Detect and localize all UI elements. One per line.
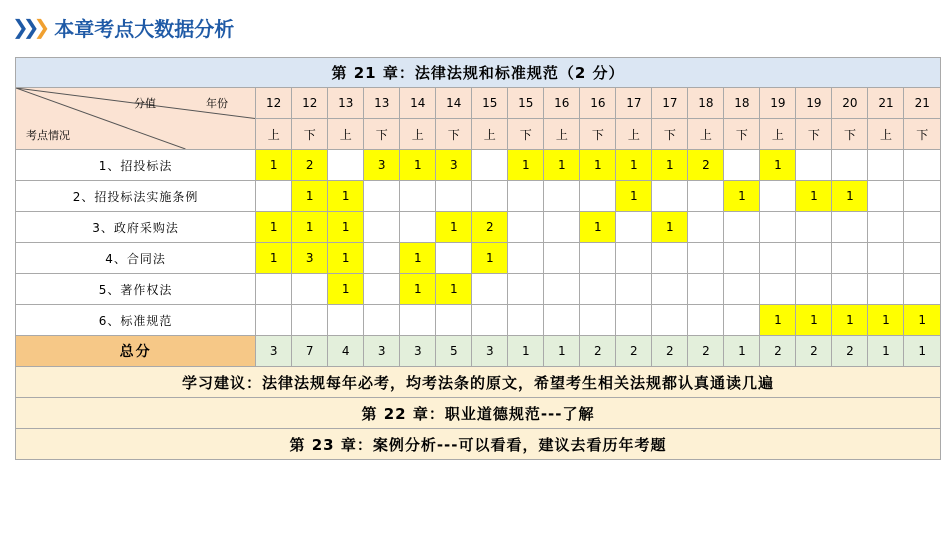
score-cell: [472, 274, 508, 305]
score-cell: [652, 243, 688, 274]
total-cell: 2: [832, 336, 868, 367]
score-cell: [544, 212, 580, 243]
year-cell: 16: [580, 88, 616, 119]
score-cell: [364, 212, 400, 243]
topic-label: 3、政府采购法: [16, 212, 256, 243]
score-cell: [472, 305, 508, 336]
total-row: [16, 336, 941, 367]
score-cell: [652, 305, 688, 336]
score-cell: [508, 305, 544, 336]
score-cell: [760, 181, 796, 212]
year-cell: 15: [472, 88, 508, 119]
score-cell: [580, 181, 616, 212]
score-cell: 1: [328, 243, 364, 274]
score-cell: 1: [328, 274, 364, 305]
total-cell: 2: [580, 336, 616, 367]
score-cell: [796, 212, 832, 243]
score-cell: [544, 305, 580, 336]
score-cell: [868, 150, 904, 181]
score-cell: [472, 150, 508, 181]
score-cell: 1: [292, 212, 328, 243]
score-cell: 1: [508, 150, 544, 181]
note-row: [16, 398, 941, 429]
score-cell: [364, 243, 400, 274]
score-cell: [616, 274, 652, 305]
score-cell: [436, 305, 472, 336]
score-cell: [724, 305, 760, 336]
half-cell: 下: [904, 119, 941, 150]
total-cell: 2: [760, 336, 796, 367]
total-cell: 1: [724, 336, 760, 367]
score-cell: [544, 274, 580, 305]
score-cell: 1: [904, 305, 941, 336]
score-cell: [508, 274, 544, 305]
total-cell: 4: [328, 336, 364, 367]
year-cell: 19: [760, 88, 796, 119]
score-cell: [724, 212, 760, 243]
note-text: 学习建议：法律法规每年必考，均考法条的原文，希望考生相关法规都认真通读几遍: [16, 367, 941, 398]
total-label: 总分: [16, 336, 256, 367]
score-cell: [580, 274, 616, 305]
year-cell: 21: [868, 88, 904, 119]
score-cell: 1: [256, 150, 292, 181]
score-cell: [688, 181, 724, 212]
total-cell: 2: [688, 336, 724, 367]
half-cell: 上: [400, 119, 436, 150]
score-cell: [724, 150, 760, 181]
total-cell: 1: [544, 336, 580, 367]
score-cell: [616, 212, 652, 243]
half-cell: 下: [652, 119, 688, 150]
page-title: 本章考点大数据分析: [54, 16, 235, 41]
total-cell: 3: [400, 336, 436, 367]
topic-label: 4、合同法: [16, 243, 256, 274]
note-row: [16, 429, 941, 460]
score-cell: [868, 274, 904, 305]
topic-label: 2、招投标法实施条例: [16, 181, 256, 212]
score-cell: [580, 243, 616, 274]
topic-row: [16, 212, 941, 243]
year-cell: 12: [256, 88, 292, 119]
half-cell: 上: [868, 119, 904, 150]
year-cell: 18: [724, 88, 760, 119]
score-cell: [544, 243, 580, 274]
score-cell: [868, 181, 904, 212]
score-cell: 1: [796, 181, 832, 212]
score-cell: [436, 181, 472, 212]
score-cell: [508, 181, 544, 212]
score-cell: 1: [724, 181, 760, 212]
topic-label: 6、标准规范: [16, 305, 256, 336]
score-cell: 1: [256, 243, 292, 274]
score-cell: 1: [436, 274, 472, 305]
score-cell: 1: [292, 181, 328, 212]
total-cell: 1: [508, 336, 544, 367]
score-cell: [904, 274, 941, 305]
year-cell: 13: [328, 88, 364, 119]
total-cell: 1: [904, 336, 941, 367]
total-cell: 1: [868, 336, 904, 367]
half-cell: 下: [580, 119, 616, 150]
half-cell: 下: [364, 119, 400, 150]
total-cell: 7: [292, 336, 328, 367]
score-cell: [760, 212, 796, 243]
score-cell: [508, 212, 544, 243]
total-cell: 3: [364, 336, 400, 367]
total-cell: 3: [472, 336, 508, 367]
score-cell: [832, 150, 868, 181]
score-cell: [400, 305, 436, 336]
score-cell: 1: [652, 150, 688, 181]
score-cell: [688, 274, 724, 305]
score-cell: [544, 181, 580, 212]
topic-label: 1、招投标法: [16, 150, 256, 181]
score-cell: [868, 243, 904, 274]
score-cell: 1: [832, 181, 868, 212]
score-cell: 1: [256, 212, 292, 243]
score-cell: [904, 150, 941, 181]
score-cell: [436, 243, 472, 274]
year-header-row: [16, 88, 941, 119]
year-cell: 17: [616, 88, 652, 119]
score-cell: [652, 181, 688, 212]
score-cell: [508, 243, 544, 274]
half-cell: 下: [292, 119, 328, 150]
total-cell: 3: [256, 336, 292, 367]
score-cell: [760, 243, 796, 274]
chevron-arrows-icon: ❯ ❯ ❯: [12, 15, 45, 39]
score-cell: [580, 305, 616, 336]
score-cell: [904, 243, 941, 274]
score-cell: [868, 212, 904, 243]
score-cell: 2: [292, 150, 328, 181]
score-cell: [904, 212, 941, 243]
year-cell: 21: [904, 88, 941, 119]
analysis-table: [15, 57, 941, 460]
score-label: 分值: [134, 97, 156, 110]
topic-row: [16, 150, 941, 181]
year-cell: 16: [544, 88, 580, 119]
score-cell: [616, 305, 652, 336]
half-cell: 上: [256, 119, 292, 150]
score-cell: [472, 181, 508, 212]
score-cell: 1: [544, 150, 580, 181]
score-cell: 1: [580, 150, 616, 181]
score-cell: 3: [292, 243, 328, 274]
page-header: [12, 10, 234, 44]
topic-row: [16, 305, 941, 336]
score-cell: [796, 243, 832, 274]
score-cell: 1: [400, 150, 436, 181]
score-cell: [616, 243, 652, 274]
score-cell: [256, 181, 292, 212]
score-cell: [256, 305, 292, 336]
score-cell: [832, 212, 868, 243]
score-cell: [796, 150, 832, 181]
score-cell: [688, 305, 724, 336]
topic-label: 考点情况: [26, 129, 70, 142]
half-cell: 上: [760, 119, 796, 150]
score-cell: 1: [616, 181, 652, 212]
score-cell: 2: [472, 212, 508, 243]
half-cell: 上: [616, 119, 652, 150]
half-cell: 下: [796, 119, 832, 150]
score-cell: 1: [400, 243, 436, 274]
half-cell: 下: [436, 119, 472, 150]
score-cell: [832, 243, 868, 274]
score-cell: [796, 274, 832, 305]
score-cell: 1: [796, 305, 832, 336]
score-cell: 1: [328, 181, 364, 212]
year-cell: 14: [436, 88, 472, 119]
year-cell: 14: [400, 88, 436, 119]
score-cell: 1: [400, 274, 436, 305]
score-cell: [364, 274, 400, 305]
half-cell: 下: [508, 119, 544, 150]
topic-row: [16, 243, 941, 274]
score-cell: 1: [868, 305, 904, 336]
score-cell: [400, 181, 436, 212]
chapter-title-row: [16, 58, 941, 88]
half-cell: 上: [688, 119, 724, 150]
score-cell: [364, 181, 400, 212]
score-cell: [400, 212, 436, 243]
year-cell: 19: [796, 88, 832, 119]
score-cell: 3: [364, 150, 400, 181]
score-cell: [652, 274, 688, 305]
note-row: [16, 367, 941, 398]
score-cell: [724, 274, 760, 305]
total-cell: 2: [796, 336, 832, 367]
year-cell: 12: [292, 88, 328, 119]
score-cell: 1: [328, 212, 364, 243]
score-cell: [688, 212, 724, 243]
half-cell: 上: [328, 119, 364, 150]
topic-row: [16, 274, 941, 305]
score-cell: [688, 243, 724, 274]
score-cell: 1: [760, 150, 796, 181]
score-cell: 1: [436, 212, 472, 243]
half-cell: 下: [832, 119, 868, 150]
half-cell: 上: [472, 119, 508, 150]
year-cell: 20: [832, 88, 868, 119]
score-cell: [292, 274, 328, 305]
score-cell: 1: [652, 212, 688, 243]
score-cell: [904, 181, 941, 212]
year-cell: 18: [688, 88, 724, 119]
total-cell: 5: [436, 336, 472, 367]
score-cell: 1: [760, 305, 796, 336]
score-cell: [328, 305, 364, 336]
score-cell: [256, 274, 292, 305]
year-cell: 13: [364, 88, 400, 119]
total-cell: 2: [616, 336, 652, 367]
score-cell: [760, 274, 796, 305]
corner-cell: [16, 88, 256, 150]
year-cell: 17: [652, 88, 688, 119]
total-cell: 2: [652, 336, 688, 367]
year-cell: 15: [508, 88, 544, 119]
score-cell: 3: [436, 150, 472, 181]
score-cell: [724, 243, 760, 274]
note-text: 第 23 章：案例分析---可以看看，建议去看历年考题: [16, 429, 941, 460]
score-cell: 1: [832, 305, 868, 336]
chapter-title: 第 21 章：法律法规和标准规范（2 分）: [16, 58, 941, 88]
score-cell: 1: [472, 243, 508, 274]
score-cell: 1: [580, 212, 616, 243]
note-text: 第 22 章：职业道德规范---了解: [16, 398, 941, 429]
half-cell: 下: [724, 119, 760, 150]
topic-row: [16, 181, 941, 212]
score-cell: [292, 305, 328, 336]
year-label: 年份: [206, 97, 228, 110]
score-cell: [328, 150, 364, 181]
half-cell: 上: [544, 119, 580, 150]
score-cell: 2: [688, 150, 724, 181]
score-cell: [364, 305, 400, 336]
score-cell: [832, 274, 868, 305]
topic-label: 5、著作权法: [16, 274, 256, 305]
score-cell: 1: [616, 150, 652, 181]
